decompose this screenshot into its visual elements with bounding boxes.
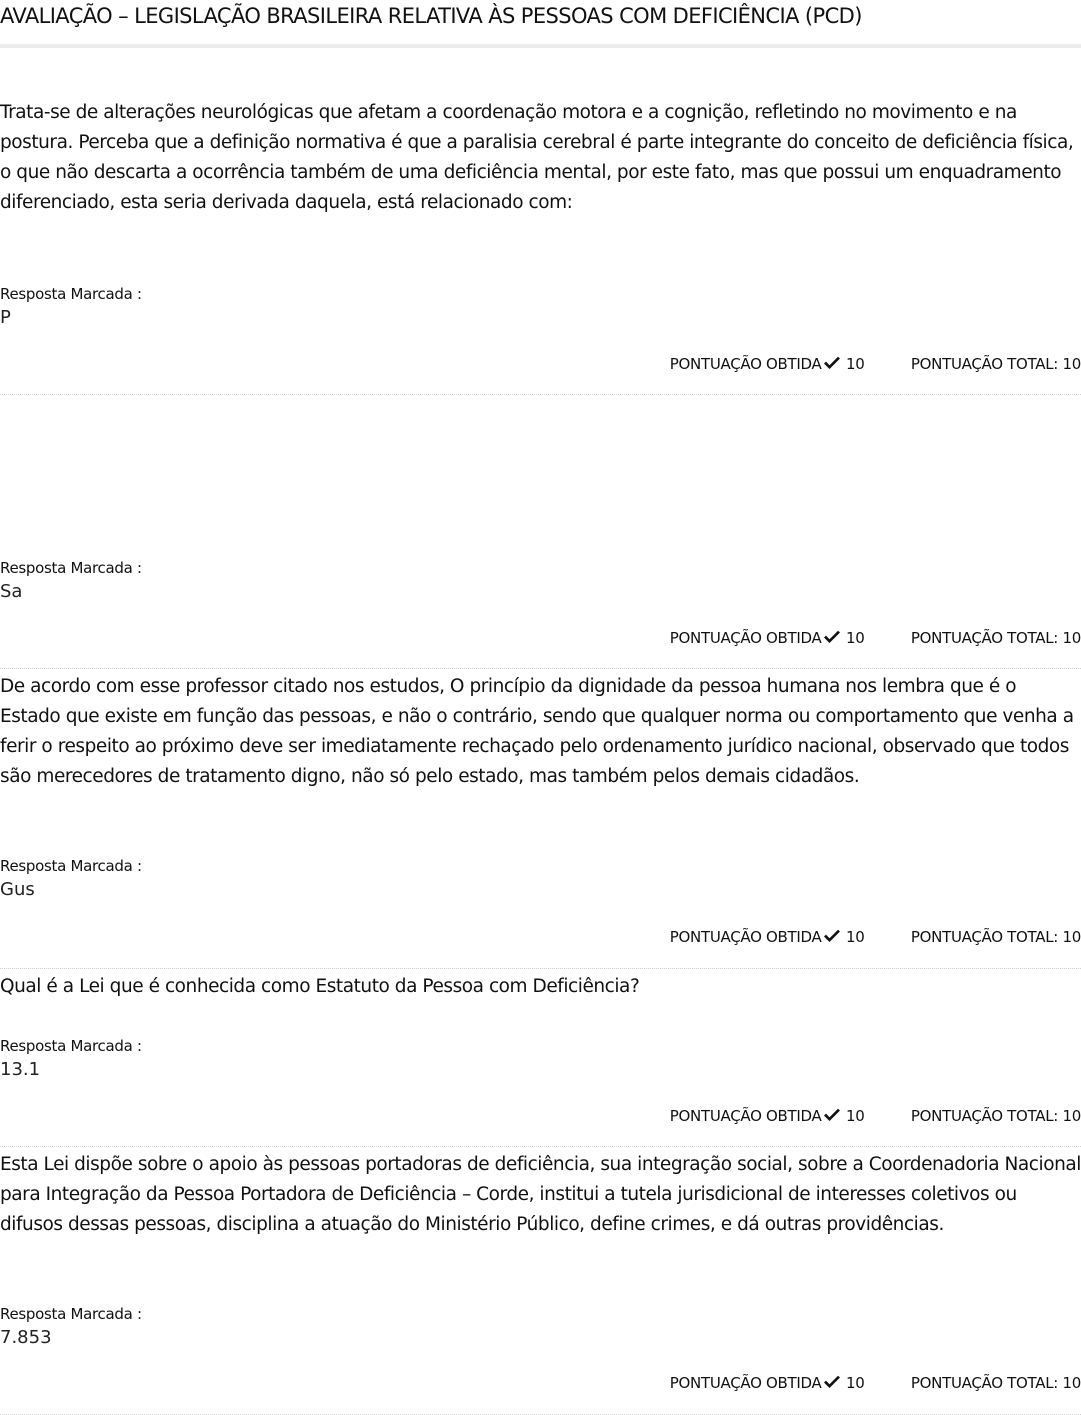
answer-block bbox=[0, 855, 142, 903]
score-total-label: PONTUAÇÃO TOTAL: bbox=[911, 355, 1058, 373]
check-icon bbox=[823, 1108, 841, 1122]
question-card bbox=[0, 969, 1081, 1147]
answer-block bbox=[0, 283, 142, 331]
score-total-value: 10 bbox=[1063, 355, 1081, 373]
title-divider bbox=[0, 44, 1081, 48]
score-obtained-label: PONTUAÇÃO OBTIDA bbox=[670, 629, 822, 647]
score-total-value: 10 bbox=[1063, 629, 1081, 647]
question-card bbox=[0, 395, 1081, 669]
score-obtained-value: 10 bbox=[846, 355, 865, 373]
score-obtained-label: PONTUAÇÃO OBTIDA bbox=[670, 355, 822, 373]
score-total-label: PONTUAÇÃO TOTAL: bbox=[911, 629, 1058, 647]
answer-value: 7.853 bbox=[0, 1325, 142, 1351]
check-icon bbox=[823, 356, 841, 370]
score-total-label: PONTUAÇÃO TOTAL: bbox=[911, 928, 1058, 946]
answer-label: Resposta Marcada : bbox=[0, 557, 142, 579]
score-row bbox=[670, 628, 1081, 648]
answer-block bbox=[0, 557, 142, 605]
score-total-label: PONTUAÇÃO TOTAL: bbox=[911, 1374, 1058, 1392]
score-obtained-label: PONTUAÇÃO OBTIDA bbox=[670, 1107, 822, 1125]
answer-label: Resposta Marcada : bbox=[0, 1035, 142, 1057]
answer-label: Resposta Marcada : bbox=[0, 855, 142, 877]
answer-block bbox=[0, 1303, 142, 1351]
question-text: Esta Lei dispõe sobre o apoio às pessoas portadoras de deficiência, sua integração social, sobre a Coordenadoria Nacional para Integração da Pessoa Portadora de Deficiência – Corde, institui a tutela jurisdicional de interesses coletivos ou difusos dessas pessoas, disciplina a atuação do Ministério Público, define crimes, e dá outras providências. bbox=[0, 1147, 1081, 1240]
score-obtained-value: 10 bbox=[846, 1374, 865, 1392]
score-total-value: 10 bbox=[1063, 1107, 1081, 1125]
answer-value: P bbox=[0, 305, 142, 331]
question-card bbox=[0, 95, 1081, 395]
answer-value: Gus bbox=[0, 877, 142, 903]
question-card bbox=[0, 1147, 1081, 1415]
check-icon bbox=[823, 1375, 841, 1389]
score-total-value: 10 bbox=[1063, 1374, 1081, 1392]
score-row bbox=[670, 354, 1081, 374]
score-row bbox=[670, 1106, 1081, 1126]
score-obtained-value: 10 bbox=[846, 1107, 865, 1125]
answer-label: Resposta Marcada : bbox=[0, 283, 142, 305]
score-total-label: PONTUAÇÃO TOTAL: bbox=[911, 1107, 1058, 1125]
answer-value: Sa bbox=[0, 579, 142, 605]
check-icon bbox=[823, 929, 841, 943]
score-obtained-label: PONTUAÇÃO OBTIDA bbox=[670, 928, 822, 946]
question-text: Qual é a Lei que é conhecida como Estatuto da Pessoa com Deficiência? bbox=[0, 969, 1081, 1002]
page-title: AVALIAÇÃO – LEGISLAÇÃO BRASILEIRA RELATIVA ÀS PESSOAS COM DEFICIÊNCIA (PCD) bbox=[0, 0, 1081, 30]
answer-label: Resposta Marcada : bbox=[0, 1303, 142, 1325]
score-obtained-value: 10 bbox=[846, 629, 865, 647]
score-total-value: 10 bbox=[1063, 928, 1081, 946]
question-text: De acordo com esse professor citado nos estudos, O princípio da dignidade da pessoa humana nos lembra que é o Estado que existe em função das pessoas, e não o contrário, sendo que qualquer norma ou comportamento que venha a ferir o respeito ao próximo deve ser imediatamente rechaçado pelo ordenamento jurídico nacional, observado que todos são merecedores de tratamento digno, não só pelo estado, mas também pelos demais cidadãos. bbox=[0, 669, 1081, 792]
score-row bbox=[670, 927, 1081, 947]
score-obtained-value: 10 bbox=[846, 928, 865, 946]
question-card bbox=[0, 669, 1081, 969]
score-row bbox=[670, 1373, 1081, 1393]
answer-block bbox=[0, 1035, 142, 1083]
score-obtained-label: PONTUAÇÃO OBTIDA bbox=[670, 1374, 822, 1392]
question-text: Trata-se de alterações neurológicas que afetam a coordenação motora e a cognição, refletindo no movimento e na postura. Perceba que a definição normativa é que a paralisia cerebral é parte integrante do conceito de deficiência física, o que não descarta a ocorrência também de uma deficiência mental, por este fato, mas que possui um enquadramento diferenciado, esta seria derivada daquela, está relacionado com: bbox=[0, 95, 1081, 218]
check-icon bbox=[823, 630, 841, 644]
answer-value: 13.1 bbox=[0, 1057, 142, 1083]
